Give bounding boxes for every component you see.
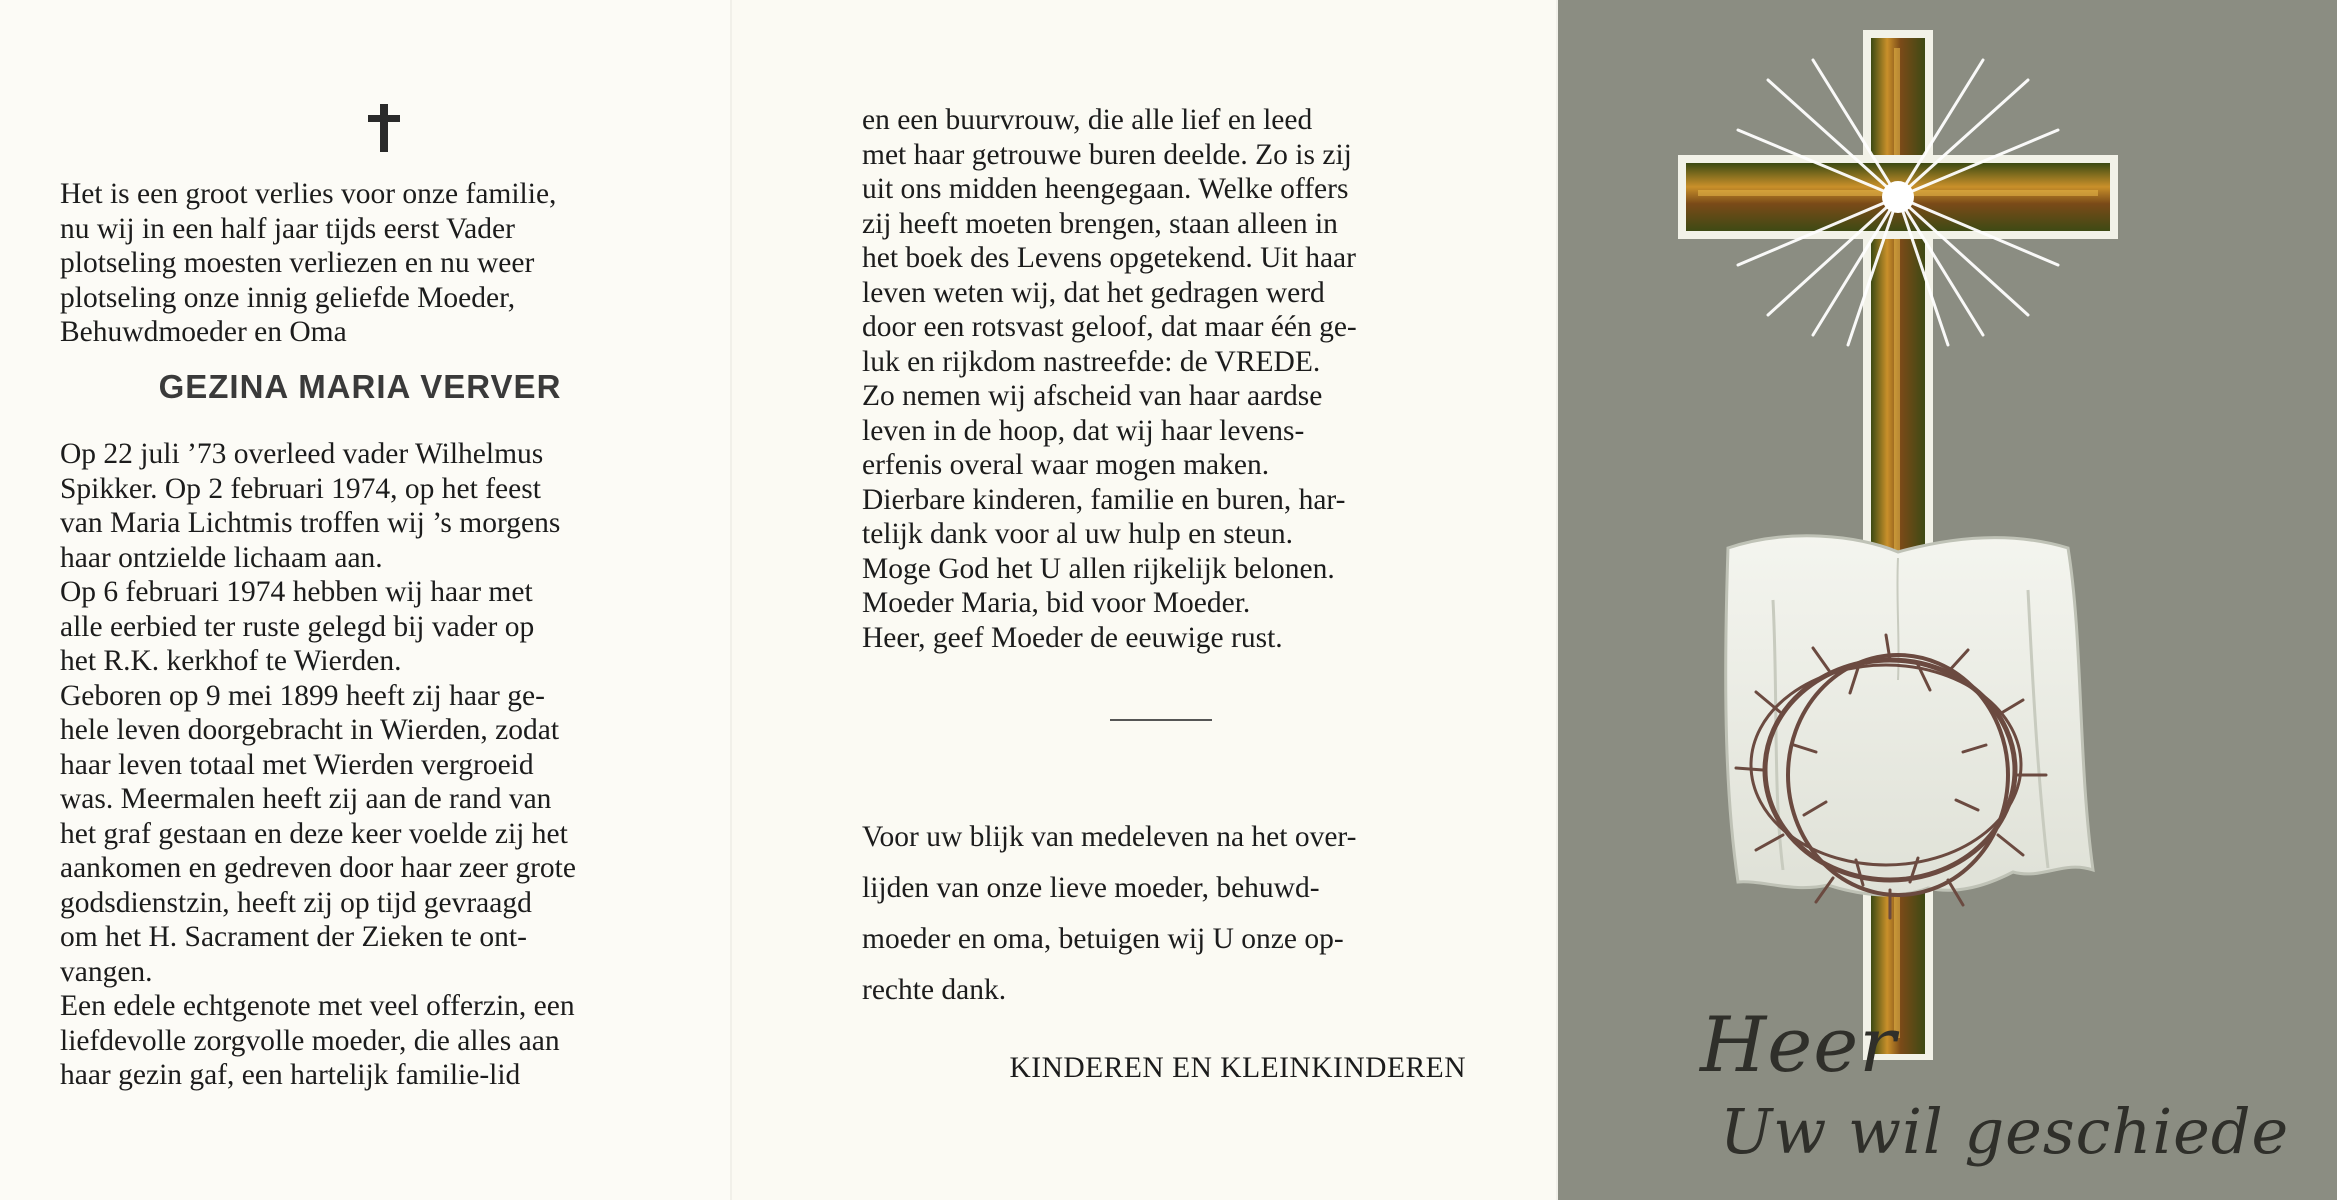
text-line: om het H. Sacrament der Zieken te ont- [60,921,527,953]
text-line: door een rotsvast geloof, dat maar één ge- [862,311,1357,343]
text-line: uit ons midden heengegaan. Welke offers [862,173,1349,205]
text-line: leven weten wij, dat het gedragen werd [862,276,1325,309]
text-line: van Maria Lichtmis troffen wij ’s morgens [60,507,561,539]
text-line: het R.K. kerkhof te Wierden. [60,645,402,677]
text-line: het graf gestaan en deze keer voelde zij het [60,817,568,850]
text-line: en een buurvrouw, die alle lief en leed [862,104,1313,136]
cover-illustration [1558,0,2337,1200]
text-line: Zo nemen wij afscheid van haar aardse [862,380,1323,412]
text-line: haar leven totaal met Wierden vergroeid [60,748,534,781]
motto-heer: Heer [1700,1000,1897,1089]
text-line: telijk dank voor al uw hulp en steun. [862,518,1293,550]
text-line: Heer, geef Moeder de eeuwige rust. [862,621,1283,654]
text-line: Moge God het U allen rijkelijk belonen. [862,552,1335,585]
signature: KINDEREN EN KLEINKINDEREN [1009,1052,1466,1084]
text-line: vangen. [60,955,153,988]
text-line: rechte dank. [862,974,1007,1006]
text-line: Op 6 februari 1974 hebben wij haar met [60,576,533,608]
text-line: het boek des Levens opgetekend. Uit haar [862,242,1356,274]
text-line: godsdienstzin, heeft zij op tijd gevraagd [60,886,532,919]
biography-paragraph [60,437,665,1093]
text-line: Voor uw blijk van medeleven na het over- [862,821,1357,853]
text-line: luk en rijkdom nastreefde: de VREDE. [862,345,1321,378]
text-line: alle eerbied ter ruste gelegd bij vader op [60,610,535,643]
text-line: met haar getrouwe buren deelde. Zo is zij [862,138,1352,171]
text-line: Het is een groot verlies voor onze familie, [60,178,557,210]
text-line: Spikker. Op 2 februari 1974, op het feest [60,472,541,505]
fold-line-left [730,0,732,1200]
deceased-name: GEZINA MARIA VERVER [158,368,562,405]
continuation-paragraph [862,103,1466,655]
text-line: Dierbare kinderen, familie en buren, har- [862,483,1346,516]
text-line: Moeder Maria, bid voor Moeder. [862,587,1251,619]
text-line: leven in de hoop, dat wij haar levens- [862,414,1305,447]
intro-paragraph [60,177,665,350]
text-line: aankomen en gedreven door haar zeer grote [60,852,576,884]
text-line: plotseling onze innig geliefde Moeder, [60,281,516,314]
text-line: haar gezin gaf, een hartelijk familie-lid [60,1059,521,1091]
text-line: lijden van onze lieve moeder, behuwd- [862,872,1320,904]
text-line: Op 22 juli ’73 overleed vader Wilhelmus [60,438,544,470]
thanks-paragraph [862,812,1466,1016]
text-line: was. Meermalen heeft zij aan de rand van [60,783,552,815]
latin-cross-icon [360,100,408,156]
text-line: plotseling moesten verliezen en nu weer [60,247,535,279]
text-line: erfenis overal waar mogen maken. [862,449,1270,481]
text-line: haar ontzielde lichaam aan. [60,541,383,574]
text-line: hele leven doorgebracht in Wierden, zodat [60,714,560,746]
text-line: Geboren op 9 mei 1899 heeft zij haar ge- [60,679,545,712]
text-line: Een edele echtgenote met veel offerzin, een [60,990,575,1022]
text-line: moeder en oma, betuigen wij U onze op- [862,923,1344,955]
text-line: zij heeft moeten brengen, staan alleen in [862,207,1338,240]
text-line: liefdevolle zorgvolle moeder, die alles aan [60,1024,560,1057]
text-line: Behuwdmoeder en Oma [60,316,347,348]
separator-rule [1110,719,1212,721]
motto-uw-wil-geschiede: Uw wil geschiede [1720,1095,2290,1168]
text-line: nu wij in een half jaar tijds eerst Vader [60,212,515,245]
